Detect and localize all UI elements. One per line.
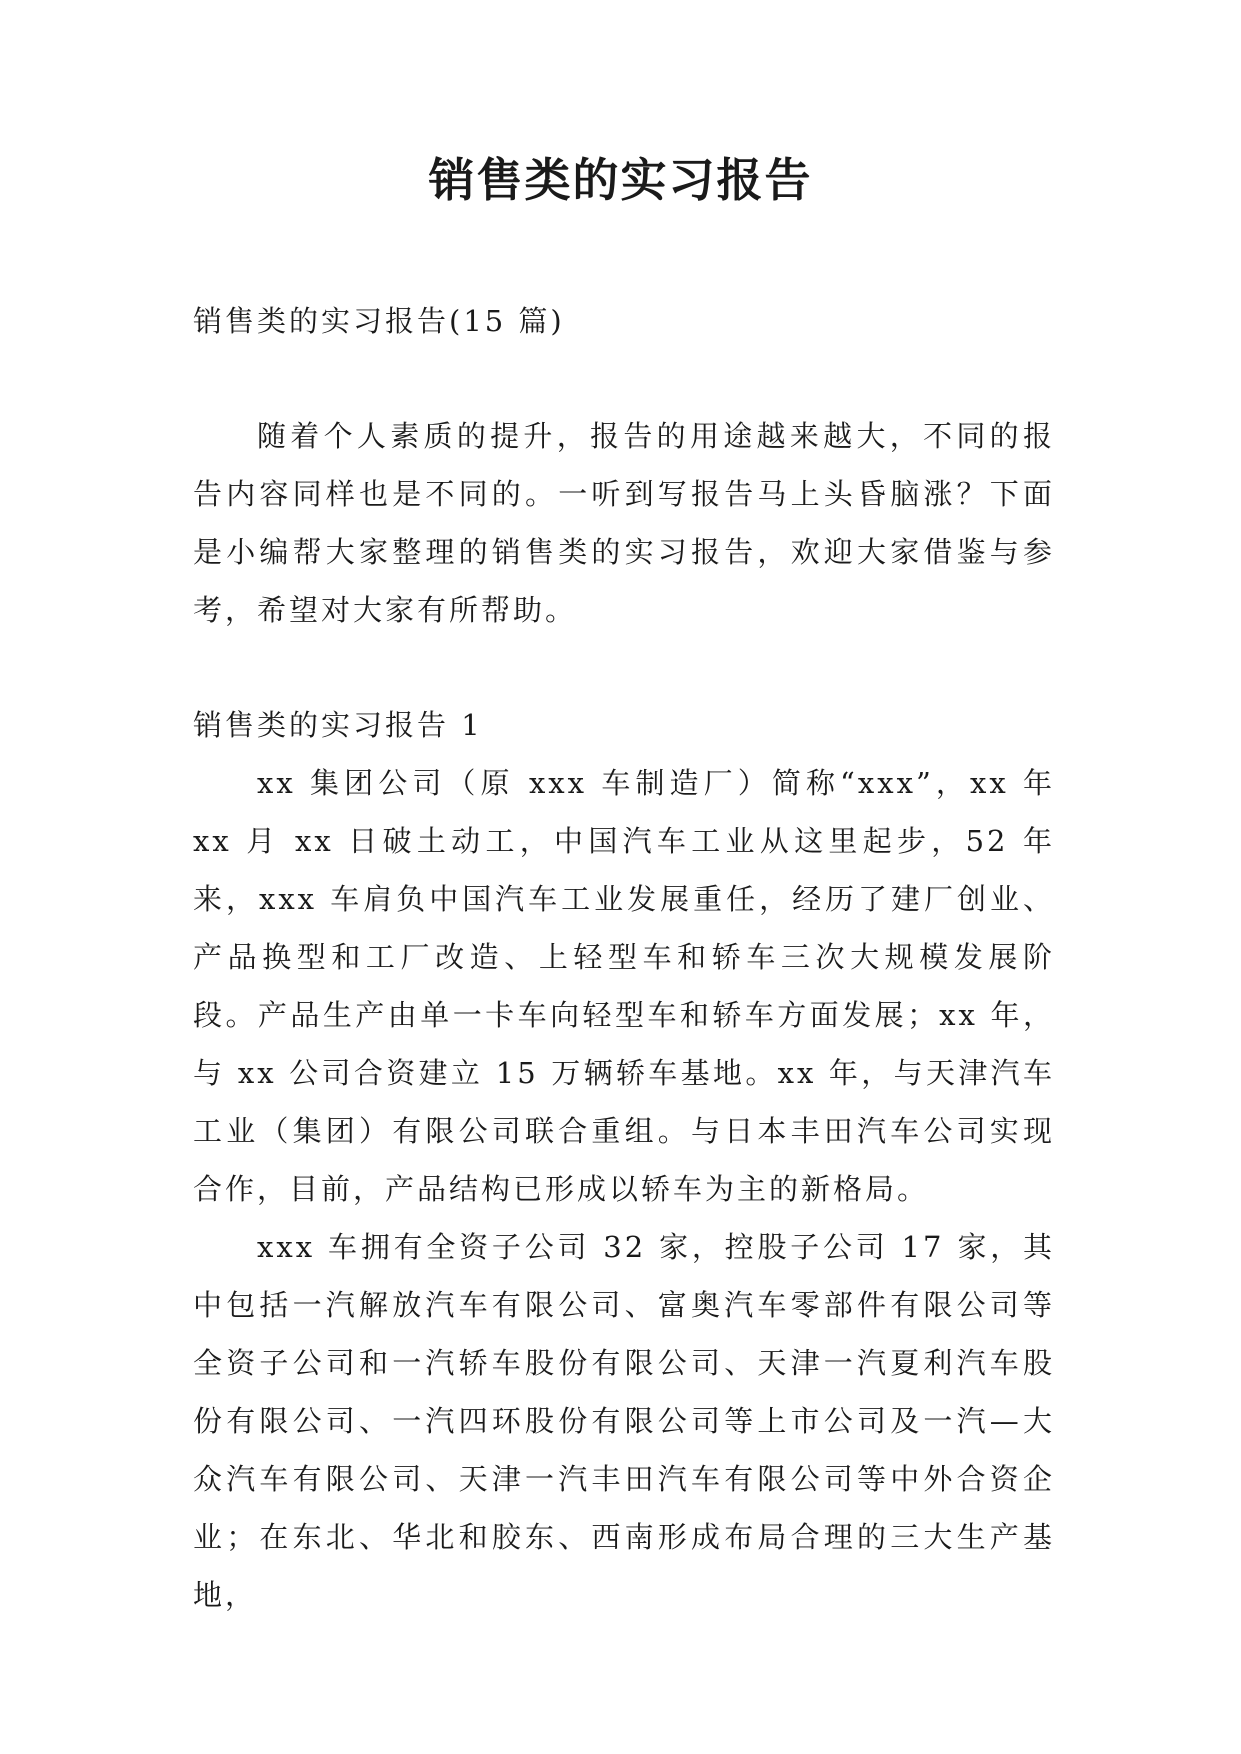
document-title: 销售类的实习报告 (428, 153, 813, 207)
document-subtitle: 销售类的实习报告(15 篇) (193, 304, 565, 338)
section-heading: 销售类的实习报告 1 (193, 708, 483, 742)
body-paragraph: xxx 车拥有全资子公司 32 家，控股子公司 17 家，其中包括一汽解放汽车有限公司、富奥汽车零部件有限公司等全资子公司和一汽轿车股份有限公司、天津一汽夏利汽车股份有限公司、一汽四环股份有限公司等上市公司及一汽—大众汽车有限公司、天津一汽丰田汽车有限公司等中外合资企业；在东北、华北和胶东、西南形成布局合理的三大生产基地， (193, 1230, 1055, 1612)
intro-paragraph: 随着个人素质的提升，报告的用途越来越大，不同的报告内容同样也是不同的。一听到写报告马上头昏脑涨？下面是小编帮大家整理的销售类的实习报告，欢迎大家借鉴与参考，希望对大家有所帮助。 (193, 419, 1055, 627)
body-paragraph: xx 集团公司（原 xxx 车制造厂）简称“xxx”，xx 年 xx 月 xx 日破土动工，中国汽车工业从这里起步，52 年来，xxx 车肩负中国汽车工业发展重任，经历了建厂创业、产品换型和工厂改造、上轻型车和轿车三次大规模发展阶段。产品生产由单一卡车向轻型车和轿车方面发展；xx 年，与 xx 公司合资建立 15 万辆轿车基地。xx 年，与天津汽车工业（集团）有限公司联合重组。与日本丰田汽车公司实现合作，目前，产品结构已形成以轿车为主的新格局。 (193, 766, 1055, 1206)
document-body (193, 292, 1055, 1624)
